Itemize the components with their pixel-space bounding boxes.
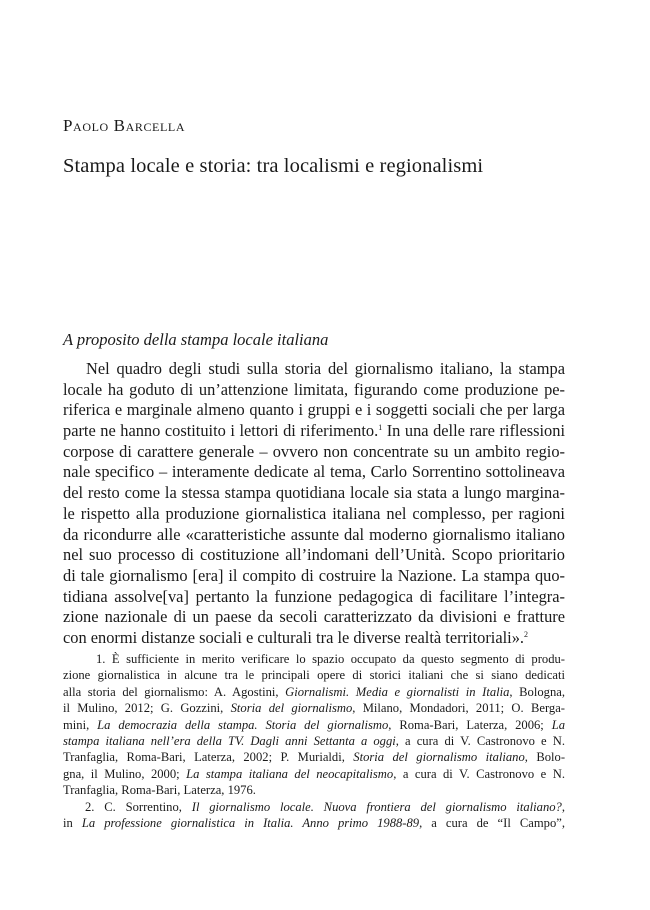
footnote-1-line: mini, La democrazia della stampa. Storia del giornalismo, Roma-Bari, Laterza, 2006; La bbox=[63, 717, 565, 732]
footnote-1-line: zione giornalistica in alcune tra le principali opere di storici italiani che si siano dedicati bbox=[63, 668, 565, 683]
body-line: zione nazionale di un paese da secoli caratterizzato da divisioni e fratture bbox=[63, 607, 565, 627]
footnote-1-line: Tranfaglia, Roma-Bari, Laterza, 1976. bbox=[63, 783, 256, 798]
footnote-1-line: stampa italiana nell’era della TV. Dagli anni Settanta a oggi, a cura di V. Castronovo e N. bbox=[63, 733, 565, 748]
body-line: nale specifico – interamente dedicate al tema, Carlo Sorrentino sottolineava bbox=[63, 462, 565, 482]
footnote-1-line: 1. È sufficiente in merito verificare lo spazio occupato da questo segmento di produ- bbox=[96, 652, 565, 666]
footnote-1-line: Tranfaglia, Roma-Bari, Laterza, 2002; P. Murialdi, Storia del giornalismo italiano, Bolo- bbox=[63, 750, 566, 765]
footnote-1-line: il Mulino, 2012; G. Gozzini, Storia del giornalismo, Milano, Mondadori, 2011; O. Berga- bbox=[63, 701, 565, 716]
body-line: locale ha goduto di un’attenzione limitata, figurando come produzione pe- bbox=[63, 379, 565, 399]
body-line: parte ne hanno costituito i lettori di riferimento.$^1$ In una delle rare riflessioni bbox=[63, 421, 565, 441]
footnote-2-line: in La professione giornalistica in Italia. Anno primo 1988-89, a cura de “Il Campo”, bbox=[63, 815, 565, 830]
body-line: con enormi distanze sociali e culturali tra le diverse realtà territoriali».$^2$ bbox=[63, 627, 529, 647]
footnotes bbox=[63, 651, 565, 831]
body-line: le rispetto alla produzione giornalistica italiana nel complesso, per ragioni bbox=[63, 503, 565, 523]
body-paragraph bbox=[63, 359, 565, 649]
section-heading: A proposito della stampa locale italiana bbox=[63, 330, 329, 349]
body-line: da ricondurre alle «caratteristiche assunte dal moderno giornalismo italiano bbox=[63, 524, 565, 544]
body-line: corpose di carattere generale – ovvero non concentrate su un ambito regio- bbox=[63, 441, 565, 461]
footnote-2-line: 2. C. Sorrentino, Il giornalismo locale. Nuova frontiera del giornalismo italiano?, bbox=[85, 799, 565, 814]
body-line: di tale giornalismo [era] il compito di costruire la Nazione. La stampa quo- bbox=[63, 565, 565, 585]
body-line: riferica e marginale almeno quanto i gruppi e i soggetti sociali che per larga bbox=[63, 400, 565, 420]
author-name: Paolo Barcella bbox=[63, 116, 186, 135]
footnote-ref-1: 1 bbox=[378, 423, 383, 433]
footnote-1-line: alla storia del giornalismo: A. Agostini, Giornalismi. Media e giornalisti in Italia, Bologna, bbox=[63, 684, 565, 699]
body-line: Nel quadro degli studi sulla storia del giornalismo italiano, la stampa bbox=[86, 359, 565, 378]
body-line: del resto come la stessa stampa quotidiana locale sia stata a lungo margina- bbox=[63, 483, 565, 503]
footnote-1-line: gna, il Mulino, 2000; La stampa italiana del neocapitalismo, a cura di V. Castronovo e N. bbox=[63, 766, 565, 781]
body-line: nel suo processo di costituzione all’indomani dell’Unità. Scopo prioritario bbox=[63, 545, 565, 565]
body-line: tidiana assolve[va] pertanto la funzione pedagogica di facilitare l’integra- bbox=[63, 586, 565, 606]
footnote-ref-2: 2 bbox=[524, 629, 529, 639]
article-title: Stampa locale e storia: tra localismi e regionalismi bbox=[63, 155, 484, 177]
